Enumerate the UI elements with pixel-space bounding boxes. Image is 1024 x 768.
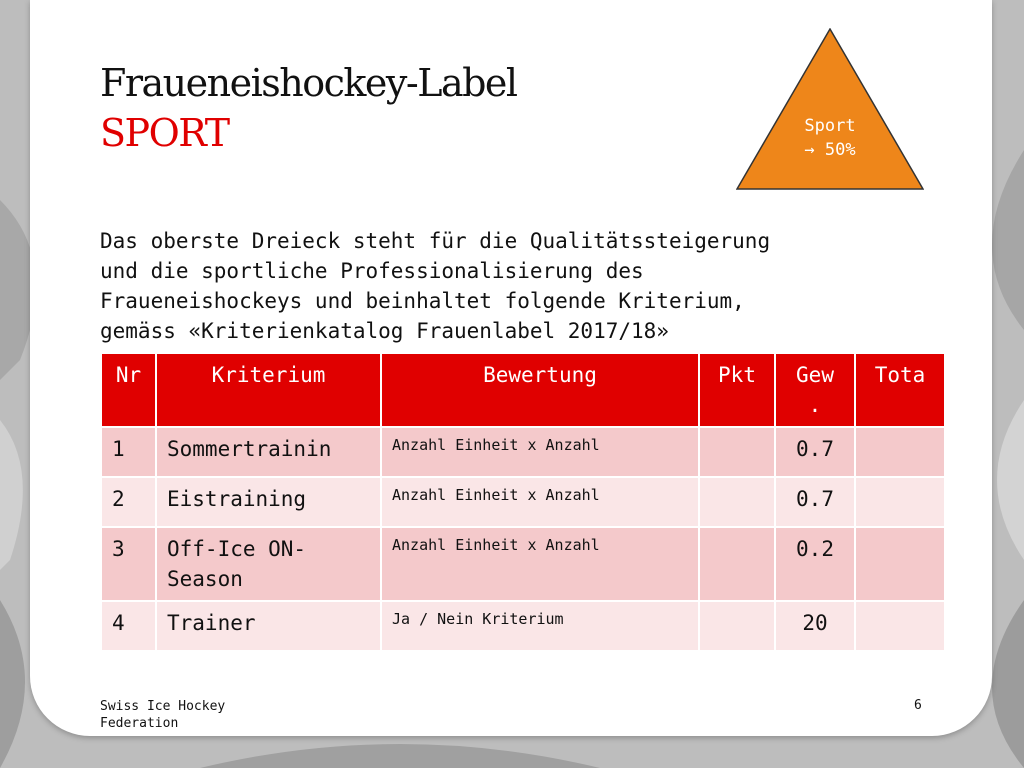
triangle-label: Sport xyxy=(804,116,856,136)
cell-gew: 0.2 xyxy=(775,527,855,601)
cell-kriterium: Eistraining xyxy=(156,477,381,527)
cell-pkt xyxy=(699,527,775,601)
cell-total xyxy=(855,477,945,527)
cell-gew: 0.7 xyxy=(775,427,855,477)
cell-bewertung: Anzahl Einheit x Anzahl xyxy=(381,477,699,527)
intro-text: Das oberste Dreieck steht für die Qualitätssteigerung und die sportliche Professionalisierung des Fraueneishockeys und beinhaltet folgende Kriterium, gemäss «Kriterienkatalog Frauenlabel 2017/18» xyxy=(100,229,771,343)
cell-bewertung: Ja / Nein Kriterium xyxy=(381,601,699,651)
title-text: Fraueneishockey-Label xyxy=(100,61,517,105)
table-row xyxy=(101,527,945,601)
triangle-percent: → 50% xyxy=(804,140,856,160)
header-pkt: Pkt xyxy=(699,353,775,427)
page-number: 6 xyxy=(914,698,922,713)
cell-gew: 0.7 xyxy=(775,477,855,527)
subtitle-text: SPORT xyxy=(100,111,229,155)
cell-nr: 2 xyxy=(101,477,156,527)
cell-kriterium: Trainer xyxy=(156,601,381,651)
criteria-table xyxy=(100,352,946,652)
table-header-row xyxy=(101,353,945,427)
cell-nr: 4 xyxy=(101,601,156,651)
header-gew: Gew . xyxy=(775,353,855,427)
table-row xyxy=(101,601,945,651)
table-row xyxy=(101,477,945,527)
slide-title xyxy=(100,58,517,158)
cell-total xyxy=(855,427,945,477)
cell-kriterium: Sommertrainin xyxy=(156,427,381,477)
footer-organization: Swiss Ice Hockey Federation xyxy=(100,699,226,731)
cell-kriterium: Off-Ice ON-Season xyxy=(156,527,381,601)
cell-nr: 1 xyxy=(101,427,156,477)
sport-triangle xyxy=(736,28,924,190)
cell-gew: 20 xyxy=(775,601,855,651)
header-total: Tota xyxy=(855,353,945,427)
cell-bewertung: Anzahl Einheit x Anzahl xyxy=(381,427,699,477)
header-nr: Nr xyxy=(101,353,156,427)
cell-total xyxy=(855,601,945,651)
cell-bewertung: Anzahl Einheit x Anzahl xyxy=(381,527,699,601)
header-kriterium: Kriterium xyxy=(156,353,381,427)
cell-pkt xyxy=(699,601,775,651)
table-row xyxy=(101,427,945,477)
header-bewertung: Bewertung xyxy=(381,353,699,427)
cell-pkt xyxy=(699,477,775,527)
cell-nr: 3 xyxy=(101,527,156,601)
cell-pkt xyxy=(699,427,775,477)
cell-total xyxy=(855,527,945,601)
